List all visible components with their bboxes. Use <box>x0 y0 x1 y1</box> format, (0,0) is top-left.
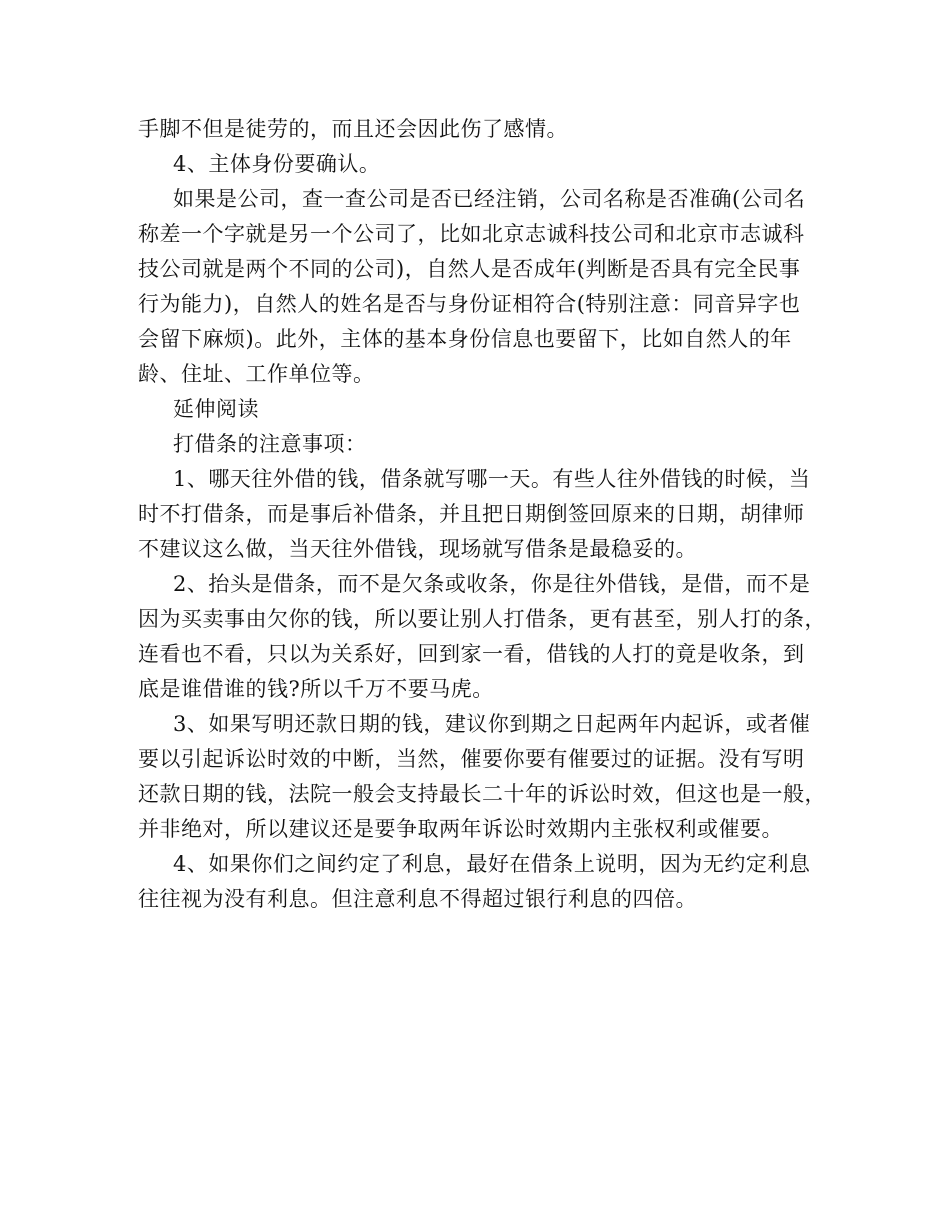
text-line: 龄、住址、工作单位等。 <box>138 362 375 386</box>
text-line: 行为能力)，自然人的姓名是否与身份证相符合(特别注意：同音异字也 <box>138 292 801 316</box>
text-line: 称差一个字就是另一个公司了，比如北京志诚科技公司和北京市志诚科 <box>138 222 805 246</box>
text-line: 要以引起诉讼时效的中断，当然，催要你要有催要过的证据。没有写明 <box>138 747 805 771</box>
text-line: 打借条的注意事项： <box>173 432 367 456</box>
text-line: 会留下麻烦)。此外，主体的基本身份信息也要留下，比如自然人的年 <box>138 327 792 351</box>
text-line: 还款日期的钱，法院一般会支持最长二十年的诉讼时效，但这也是一般， <box>138 782 826 806</box>
text-line: 往往视为没有利息。但注意利息不得超过银行利息的四倍。 <box>138 887 697 911</box>
text-line: 4、主体身份要确认。 <box>173 152 381 176</box>
text-line: 手脚不但是徒劳的，而且还会因此伤了感情。 <box>138 117 568 141</box>
text-line: 2、抬头是借条，而不是欠条或收条，你是往外借钱，是借，而不是 <box>173 572 811 596</box>
text-line: 连看也不看，只以为关系好，回到家一看，借钱的人打的竟是收条，到 <box>138 642 805 666</box>
text-line: 因为买卖事由欠你的钱，所以要让别人打借条，更有甚至，别人打的条， <box>138 607 826 631</box>
text-line: 底是谁借谁的钱?所以千万不要马虎。 <box>138 677 494 701</box>
text-line: 不建议这么做，当天往外借钱，现场就写借条是最稳妥的。 <box>138 537 697 561</box>
section-heading: 延伸阅读 <box>173 397 259 421</box>
text-line: 如果是公司，查一查公司是否已经注销，公司名称是否准确(公司名 <box>173 187 806 211</box>
text-line: 4、如果你们之间约定了利息，最好在借条上说明，因为无约定利息 <box>173 852 811 876</box>
text-line: 1、哪天往外借的钱，借条就写哪一天。有些人往外借钱的时候，当 <box>173 467 811 491</box>
text-line: 3、如果写明还款日期的钱，建议你到期之日起两年内起诉，或者催 <box>173 712 811 736</box>
text-line: 时不打借条，而是事后补借条，并且把日期倒签回原来的日期，胡律师 <box>138 502 805 526</box>
text-line: 技公司就是两个不同的公司)，自然人是否成年(判断是否具有完全民事 <box>138 257 801 281</box>
document-page <box>138 112 826 917</box>
text-line: 并非绝对，所以建议还是要争取两年诉讼时效期内主张权利或催要。 <box>138 817 783 841</box>
